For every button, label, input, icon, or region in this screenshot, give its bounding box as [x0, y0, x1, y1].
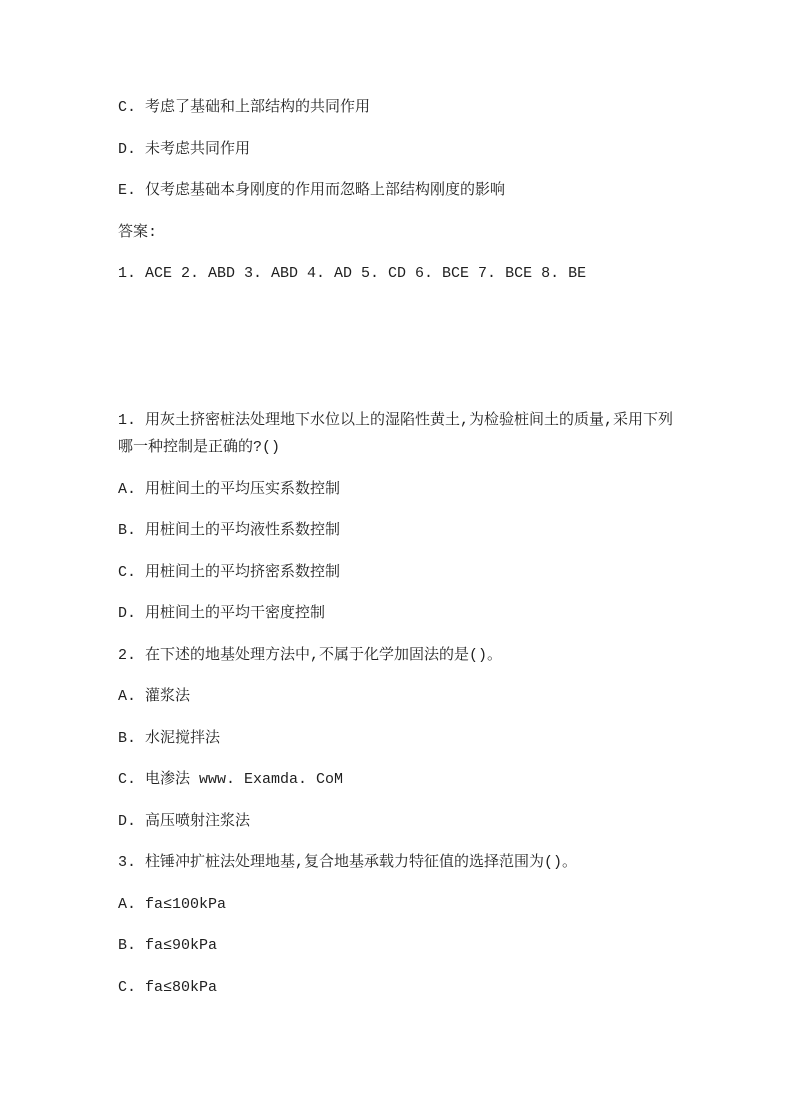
option-text: 水泥搅拌法	[145, 729, 221, 747]
option-row-1-d	[118, 600, 684, 628]
answer-heading: 答案:	[118, 223, 158, 241]
option-text: fa≤90kPa	[145, 937, 218, 954]
option-label: B.	[118, 937, 137, 954]
question-number: 2.	[118, 646, 137, 664]
option-row-1-c	[118, 559, 684, 587]
option-label: D.	[118, 140, 137, 158]
answer-key-line: 1. ACE 2. ABD 3. ABD 4. AD 5. CD 6. BCE 7. BCE 8. BE	[118, 265, 587, 282]
question-number: 1.	[118, 411, 137, 429]
option-label: C.	[118, 563, 137, 581]
option-text: 高压喷射注浆法	[145, 812, 251, 830]
option-text: fa≤100kPa	[145, 895, 227, 913]
question-1-stem	[118, 407, 684, 462]
option-row-2-d	[118, 808, 684, 836]
question-stem-line	[118, 642, 684, 670]
question-text: 用灰土挤密桩法处理地下水位以上的湿陷性黄土,为检验桩间土的质量,采用下列	[145, 411, 674, 429]
question-text: 在下述的地基处理方法中,不属于化学加固法的是()。	[145, 646, 503, 664]
option-label: D.	[118, 812, 137, 830]
option-row-2-c	[118, 766, 684, 794]
option-label: A.	[118, 480, 137, 498]
question-stem-line: 哪一种控制是正确的?()	[118, 439, 281, 456]
question-text: 柱锤冲扩桩法处理地基,复合地基承载力特征值的选择范围为()。	[145, 854, 578, 871]
option-row-prev-e	[118, 177, 684, 205]
option-text: fa≤80kPa	[145, 978, 218, 996]
option-row-3-b	[118, 932, 684, 960]
option-row-prev-c	[118, 94, 684, 122]
option-text: 考虑了基础和上部结构的共同作用	[145, 99, 371, 116]
option-label: B.	[118, 729, 137, 747]
option-text: 仅考虑基础本身刚度的作用而忽略上部结构刚度的影响	[145, 182, 506, 199]
option-row-1-a	[118, 476, 684, 504]
question-stem-line	[118, 849, 684, 877]
option-row-2-b	[118, 725, 684, 753]
option-row-2-a	[118, 683, 684, 711]
option-label: C.	[118, 771, 137, 788]
option-label: D.	[118, 605, 137, 622]
option-text: 未考虑共同作用	[145, 140, 251, 158]
option-text: 灌浆法	[145, 688, 191, 705]
option-label: C.	[118, 99, 137, 116]
option-row-prev-d	[118, 136, 684, 164]
question-stem-line	[118, 407, 684, 435]
option-text: 用桩间土的平均干密度控制	[145, 605, 326, 622]
option-row-1-b	[118, 517, 684, 545]
option-label: B.	[118, 522, 137, 539]
option-text: 电渗法 www. Examda. CoM	[145, 771, 344, 788]
option-text: 用桩间土的平均挤密系数控制	[145, 563, 341, 581]
option-label: C.	[118, 978, 137, 996]
option-text: 用桩间土的平均压实系数控制	[145, 480, 341, 498]
option-label: A.	[118, 688, 137, 705]
option-label: E.	[118, 182, 137, 199]
option-text: 用桩间土的平均液性系数控制	[145, 522, 341, 539]
option-label: A.	[118, 895, 137, 913]
question-3-stem	[118, 849, 684, 877]
section-gap	[118, 302, 684, 407]
option-row-3-c	[118, 974, 684, 1002]
question-2-stem	[118, 642, 684, 670]
question-number: 3.	[118, 854, 137, 871]
option-row-3-a	[118, 891, 684, 919]
